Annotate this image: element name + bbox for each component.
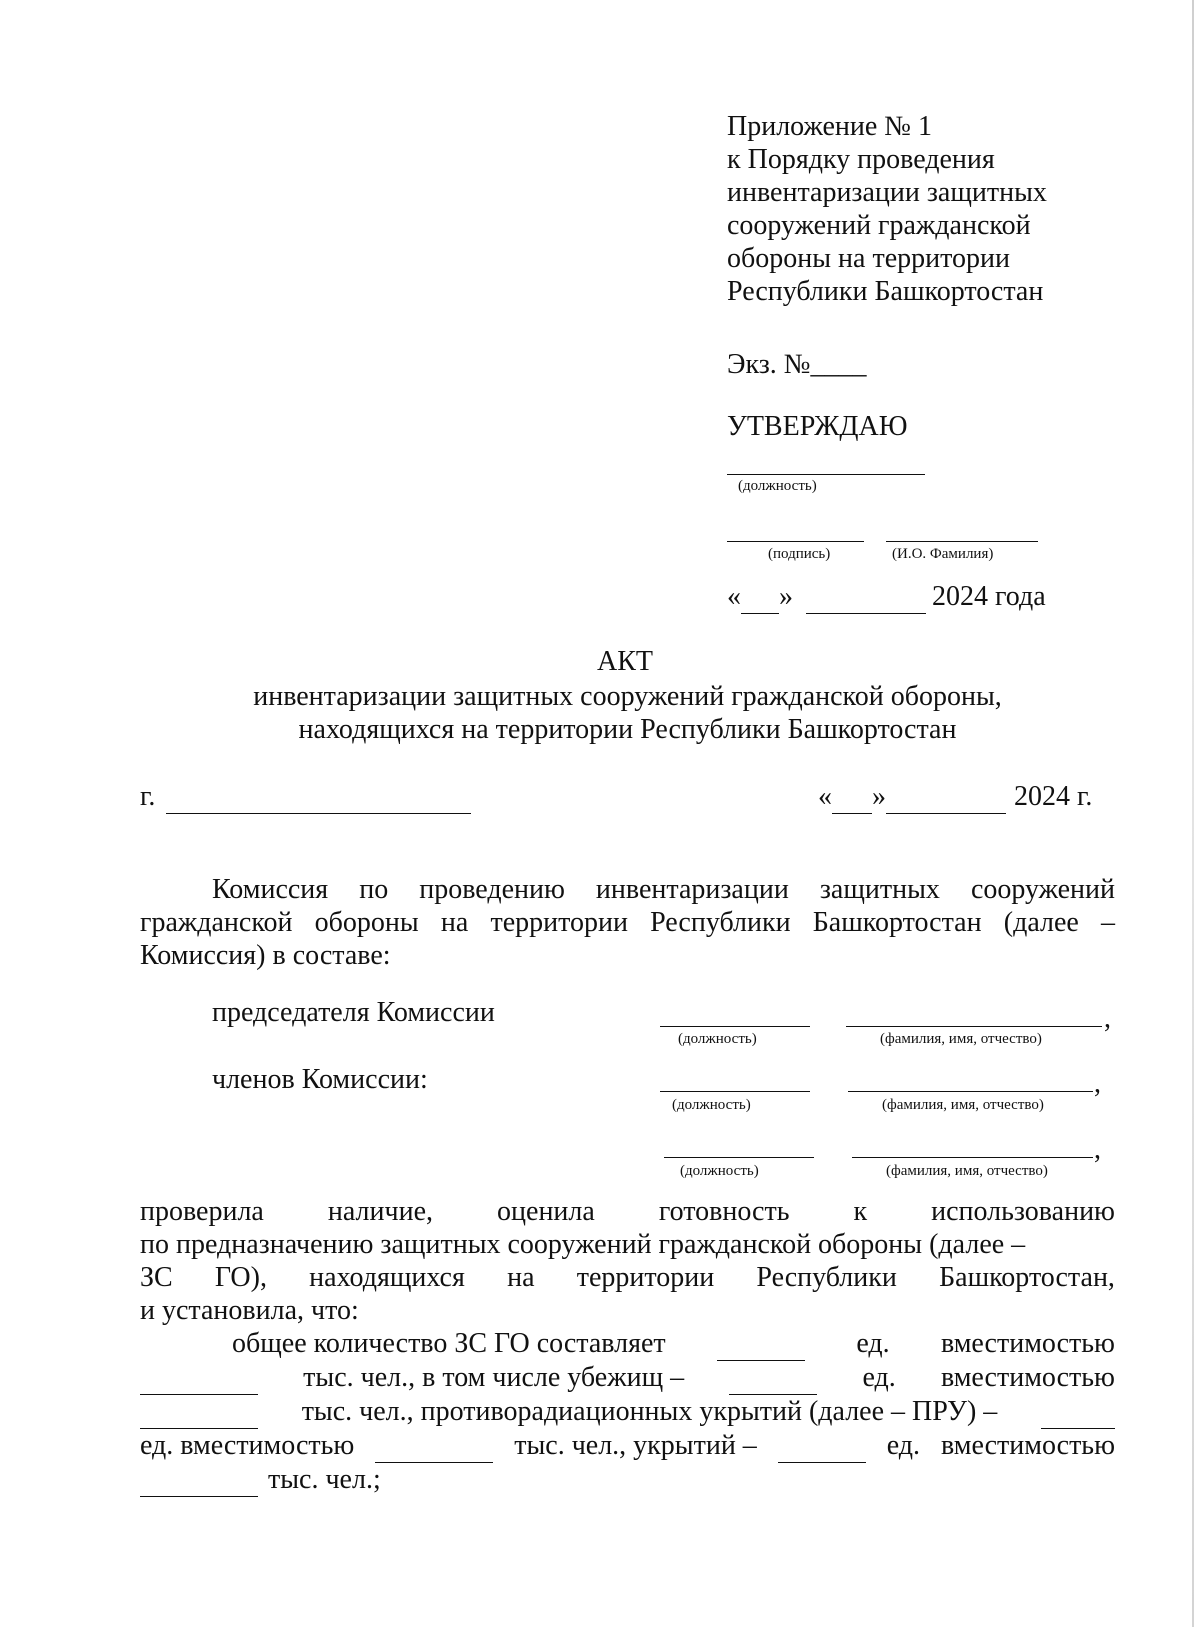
name-blank [886, 541, 1038, 542]
word: Башкортостан, [939, 1262, 1115, 1293]
member2-fio-blank [852, 1157, 1093, 1158]
appendix-line: к Порядку проведения [727, 144, 995, 175]
q-capacity: вместимостью [940, 1362, 1115, 1393]
member2-position-blank [664, 1157, 814, 1158]
q-units: ед. [856, 1328, 890, 1359]
chair-fio-blank [846, 1026, 1102, 1027]
name-caption: (И.О. Фамилия) [892, 546, 994, 562]
word: к [853, 1196, 868, 1227]
pru-count-blank [1041, 1395, 1115, 1429]
shelters-count-blank [729, 1361, 817, 1395]
city-prefix: г. [140, 781, 156, 812]
findings-line4: и установила, что: [140, 1295, 359, 1326]
approve-title: УТВЕРЖДАЮ [727, 411, 908, 442]
quantity-line4 [140, 1429, 1115, 1463]
act-subtitle-line1: инвентаризации защитных сооружений гражданской обороны, [253, 681, 1002, 712]
intro-text: Комиссия по проведению инвентаризации защитных сооружений [212, 874, 1115, 905]
members-label: членов Комиссии: [212, 1064, 428, 1095]
intro-line [140, 873, 1115, 906]
month-blank [806, 580, 926, 614]
word: ЗС [140, 1262, 173, 1293]
total-capacity-blank [140, 1361, 258, 1395]
act-date-quote-open: « [818, 781, 832, 812]
q-pru-label: тыс. чел., противорадиационных укрытий (далее – ПРУ) – [301, 1396, 998, 1427]
q-shelters-label: тыс. чел., в том числе убежищ – [303, 1362, 685, 1393]
word: ГО), [214, 1262, 267, 1293]
scan-edge [1192, 0, 1194, 1627]
position-blank [727, 474, 925, 475]
covers-capacity-blank [140, 1463, 258, 1497]
approve-date [727, 580, 1046, 614]
quantity-line5 [140, 1463, 1115, 1497]
appendix-line: обороны на территории [727, 243, 1010, 274]
word: использованию [931, 1196, 1115, 1227]
q-capacity: вместимостью [940, 1430, 1115, 1461]
shelters-capacity-blank [140, 1395, 258, 1429]
quantity-line3 [140, 1395, 1115, 1429]
city-blank [166, 780, 471, 814]
day-blank [741, 580, 779, 614]
chair-comma: , [1104, 1003, 1111, 1034]
position-caption: (должность) [738, 478, 817, 494]
intro-line: Комиссия) в составе: [140, 940, 391, 971]
word: находящихся [309, 1262, 465, 1293]
date-year: 2024 года [932, 581, 1046, 612]
act-subtitle-line2: находящихся на территории Республики Башкортостан [298, 714, 957, 745]
q-pru-capacity-label: ед. вместимостью [140, 1430, 355, 1461]
appendix-block [727, 110, 1047, 308]
member2-fio-caption: (фамилия, имя, отчество) [886, 1163, 1048, 1179]
member1-position-blank [660, 1091, 810, 1092]
q-units: ед. [862, 1362, 896, 1393]
appendix-line: Приложение № 1 [727, 111, 932, 142]
act-date [818, 780, 1092, 814]
chair-fio-caption: (фамилия, имя, отчество) [880, 1031, 1042, 1047]
word: проверила [140, 1196, 264, 1227]
act-year: 2024 г. [1014, 781, 1093, 812]
findings-line2: по предназначению защитных сооружений гражданской обороны (далее – [140, 1229, 1026, 1260]
q-covers-label: тыс. чел., укрытий – [514, 1430, 757, 1461]
quantity-line1 [140, 1327, 1115, 1361]
total-count-blank [717, 1327, 805, 1361]
act-date-quote-close: » [872, 781, 886, 812]
pru-capacity-blank [375, 1429, 493, 1463]
commission-intro [140, 873, 1115, 972]
signature-blank [727, 541, 864, 542]
word: на [507, 1262, 535, 1293]
intro-line: гражданской обороны на территории Республики Башкортостан (далее – [140, 907, 1115, 938]
copy-number: Экз. №____ [727, 349, 867, 380]
appendix-line: сооружений гражданской [727, 210, 1031, 241]
q-units: ед. [886, 1430, 921, 1461]
date-quote-open: « [727, 581, 741, 612]
findings-line1 [140, 1195, 1115, 1228]
member2-comma: , [1094, 1134, 1101, 1165]
findings-block [140, 1195, 1115, 1497]
q-total-label: общее количество ЗС ГО составляет [232, 1328, 666, 1359]
signature-caption: (подпись) [768, 546, 831, 562]
chair-position-blank [660, 1026, 810, 1027]
act-title-text: АКТ [597, 646, 653, 677]
chair-position-caption: (должность) [678, 1031, 757, 1047]
act-day-blank [832, 780, 872, 814]
city-field [140, 780, 471, 814]
act-title [0, 645, 1200, 678]
member1-comma: , [1094, 1068, 1101, 1099]
word: Республики [756, 1262, 897, 1293]
q-final: тыс. чел.; [268, 1464, 381, 1495]
q-capacity: вместимостью [940, 1328, 1115, 1359]
findings-line3 [140, 1261, 1115, 1294]
chair-label: председателя Комиссии [212, 997, 495, 1028]
date-quote-close: » [779, 581, 793, 612]
member2-position-caption: (должность) [680, 1163, 759, 1179]
word: оценила [497, 1196, 595, 1227]
member1-fio-caption: (фамилия, имя, отчество) [882, 1097, 1044, 1113]
member1-fio-blank [848, 1091, 1093, 1092]
word: готовность [658, 1196, 790, 1227]
word: наличие, [327, 1196, 433, 1227]
act-month-blank [886, 780, 1006, 814]
word: территории [576, 1262, 715, 1293]
appendix-line: Республики Башкортостан [727, 276, 1044, 307]
quantity-line2 [140, 1361, 1115, 1395]
appendix-line: инвентаризации защитных [727, 177, 1047, 208]
covers-count-blank [778, 1429, 866, 1463]
member1-position-caption: (должность) [672, 1097, 751, 1113]
